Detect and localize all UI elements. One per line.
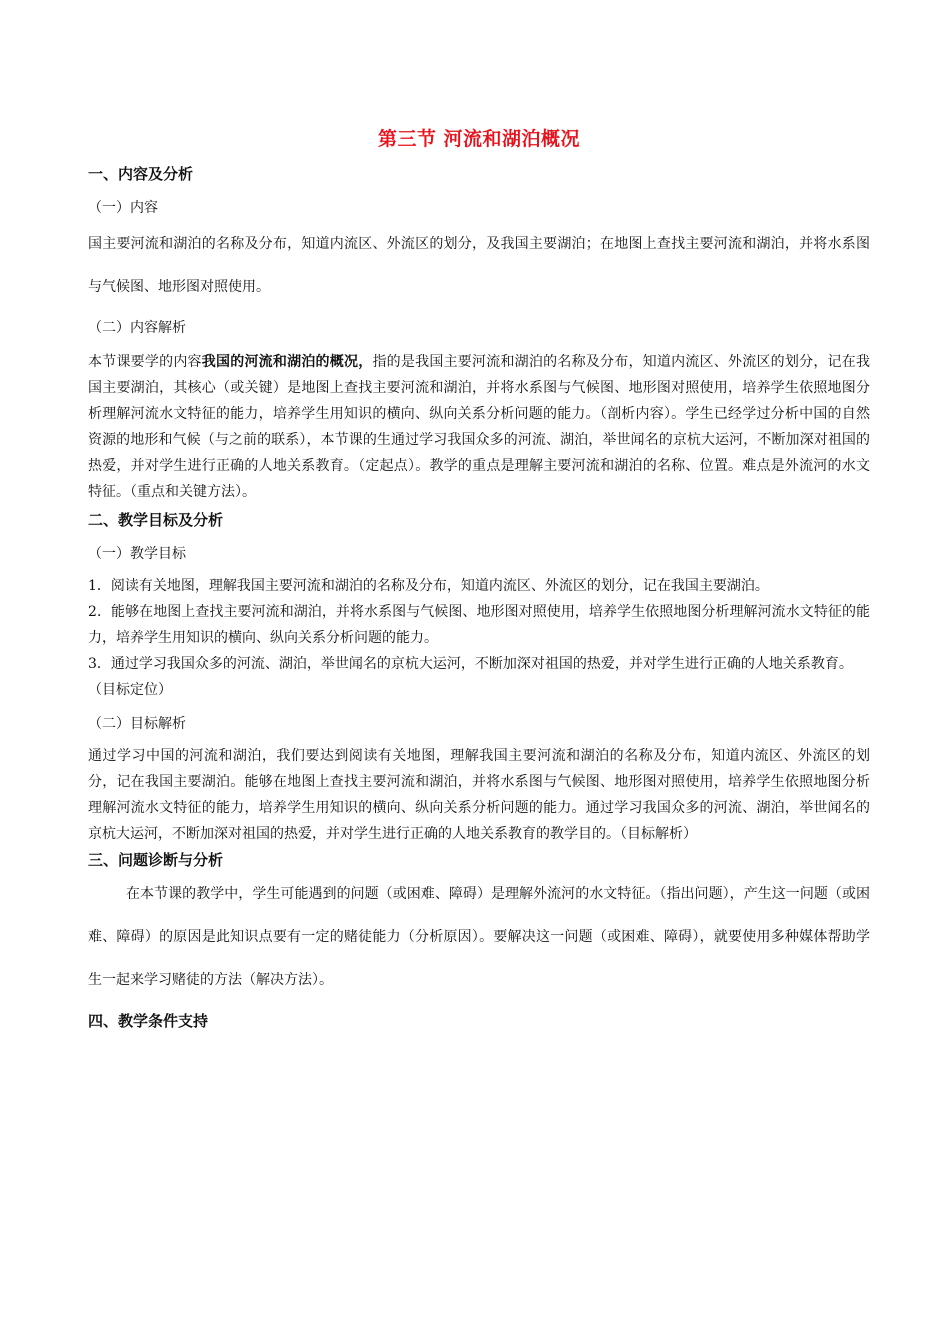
analysis-text-pre: 本节课要学的内容 [88, 354, 202, 370]
goal-item-1: 1．阅读有关地图，理解我国主要河流和湖泊的名称及分布，知道内流区、外流区的划分，记在我国主要湖泊。 [88, 578, 769, 594]
analysis-text-post: 指的是我国主要河流和湖泊的名称及分布，知道内流区、外流区的划分，记在我国主要湖泊，其核心（或关键）是地图上查找主要河流和湖泊，并将水系图与气候图、地形图对照使用，培养学生依照地图分析理解河流水文特征的能力，培养学生用知识的横向、纵向关系分析问题的能力。（剖析内容）。学生已经学过分析中国的自然资源的地形和气候（与之前的联系），本节课的生通过学习我国众多的河流、湖泊，举世闻名的京杭大运河，不断加深对祖国的热爱，并对学生进行正确的人地关系教育。（定起点）。教学的重点是理解主要河流和湖泊的名称、位置。难点是外流河的水文特征。（重点和关键方法）。 [88, 354, 871, 500]
subsection-heading-content: （一）内容 [88, 200, 158, 216]
subsection-heading-goal-analysis: （二）目标解析 [88, 716, 186, 732]
section-heading-2: 二、教学目标及分析 [88, 511, 224, 529]
subsection-heading-content-analysis: （二）内容解析 [88, 320, 186, 336]
problem-paragraph: 在本节课的教学中，学生可能遇到的问题（或困难、障碍）是理解外流河的水文特征。（指出问题），产生这一问题（或困难、障碍）的原因是此知识点要有一定的赌徒能力（分析原因）。要解决这一问题（或困难、障碍），就要使用多种媒体帮助学生一起来学习赌徒的方法（解决方法）。 [88, 886, 870, 988]
page-title: 第三节 河流和湖泊概况 [377, 128, 581, 150]
analysis-text-bold: 我国的河流和湖泊的概况， [201, 354, 373, 370]
document-page [88, 124, 870, 1034]
goal-analysis-paragraph: 通过学习中国的河流和湖泊，我们要达到阅读有关地图，理解我国主要河流和湖泊的名称及分布，知道内流区、外流区的划分，记在我国主要湖泊。能够在地图上查找主要河流和湖泊，并将水系图与气候图、地形图对照使用，培养学生依照地图分析理解河流水文特征的能力，培养学生用知识的横向、纵向关系分析问题的能力。通过学习我国众多的河流、湖泊，举世闻名的京杭大运河，不断加深对祖国的热爱，并对学生进行正确的人地关系教育的教学目的。（目标解析） [88, 748, 870, 842]
content-analysis-paragraph [88, 349, 870, 505]
goal-note: （目标定位） [88, 682, 172, 698]
content-paragraph: 国主要河流和湖泊的名称及分布，知道内流区、外流区的划分，及我国主要湖泊；在地图上查找主要河流和湖泊，并将水系图与气候图、地形图对照使用。 [88, 236, 870, 295]
subsection-heading-goals: （一）教学目标 [88, 546, 186, 562]
section-heading-4: 四、教学条件支持 [88, 1012, 209, 1030]
goal-item-2: 2．能够在地图上查找主要河流和湖泊，并将水系图与气候图、地形图对照使用，培养学生依照地图分析理解河流水文特征的能力，培养学生用知识的横向、纵向关系分析问题的能力。 [88, 604, 870, 646]
section-heading-1: 一、内容及分析 [88, 165, 194, 183]
goal-item-3: 3．通过学习我国众多的河流、湖泊，举世闻名的京杭大运河，不断加深对祖国的热爱，并对学生进行正确的人地关系教育。 [88, 656, 853, 672]
section-heading-3: 三、问题诊断与分析 [88, 851, 224, 869]
